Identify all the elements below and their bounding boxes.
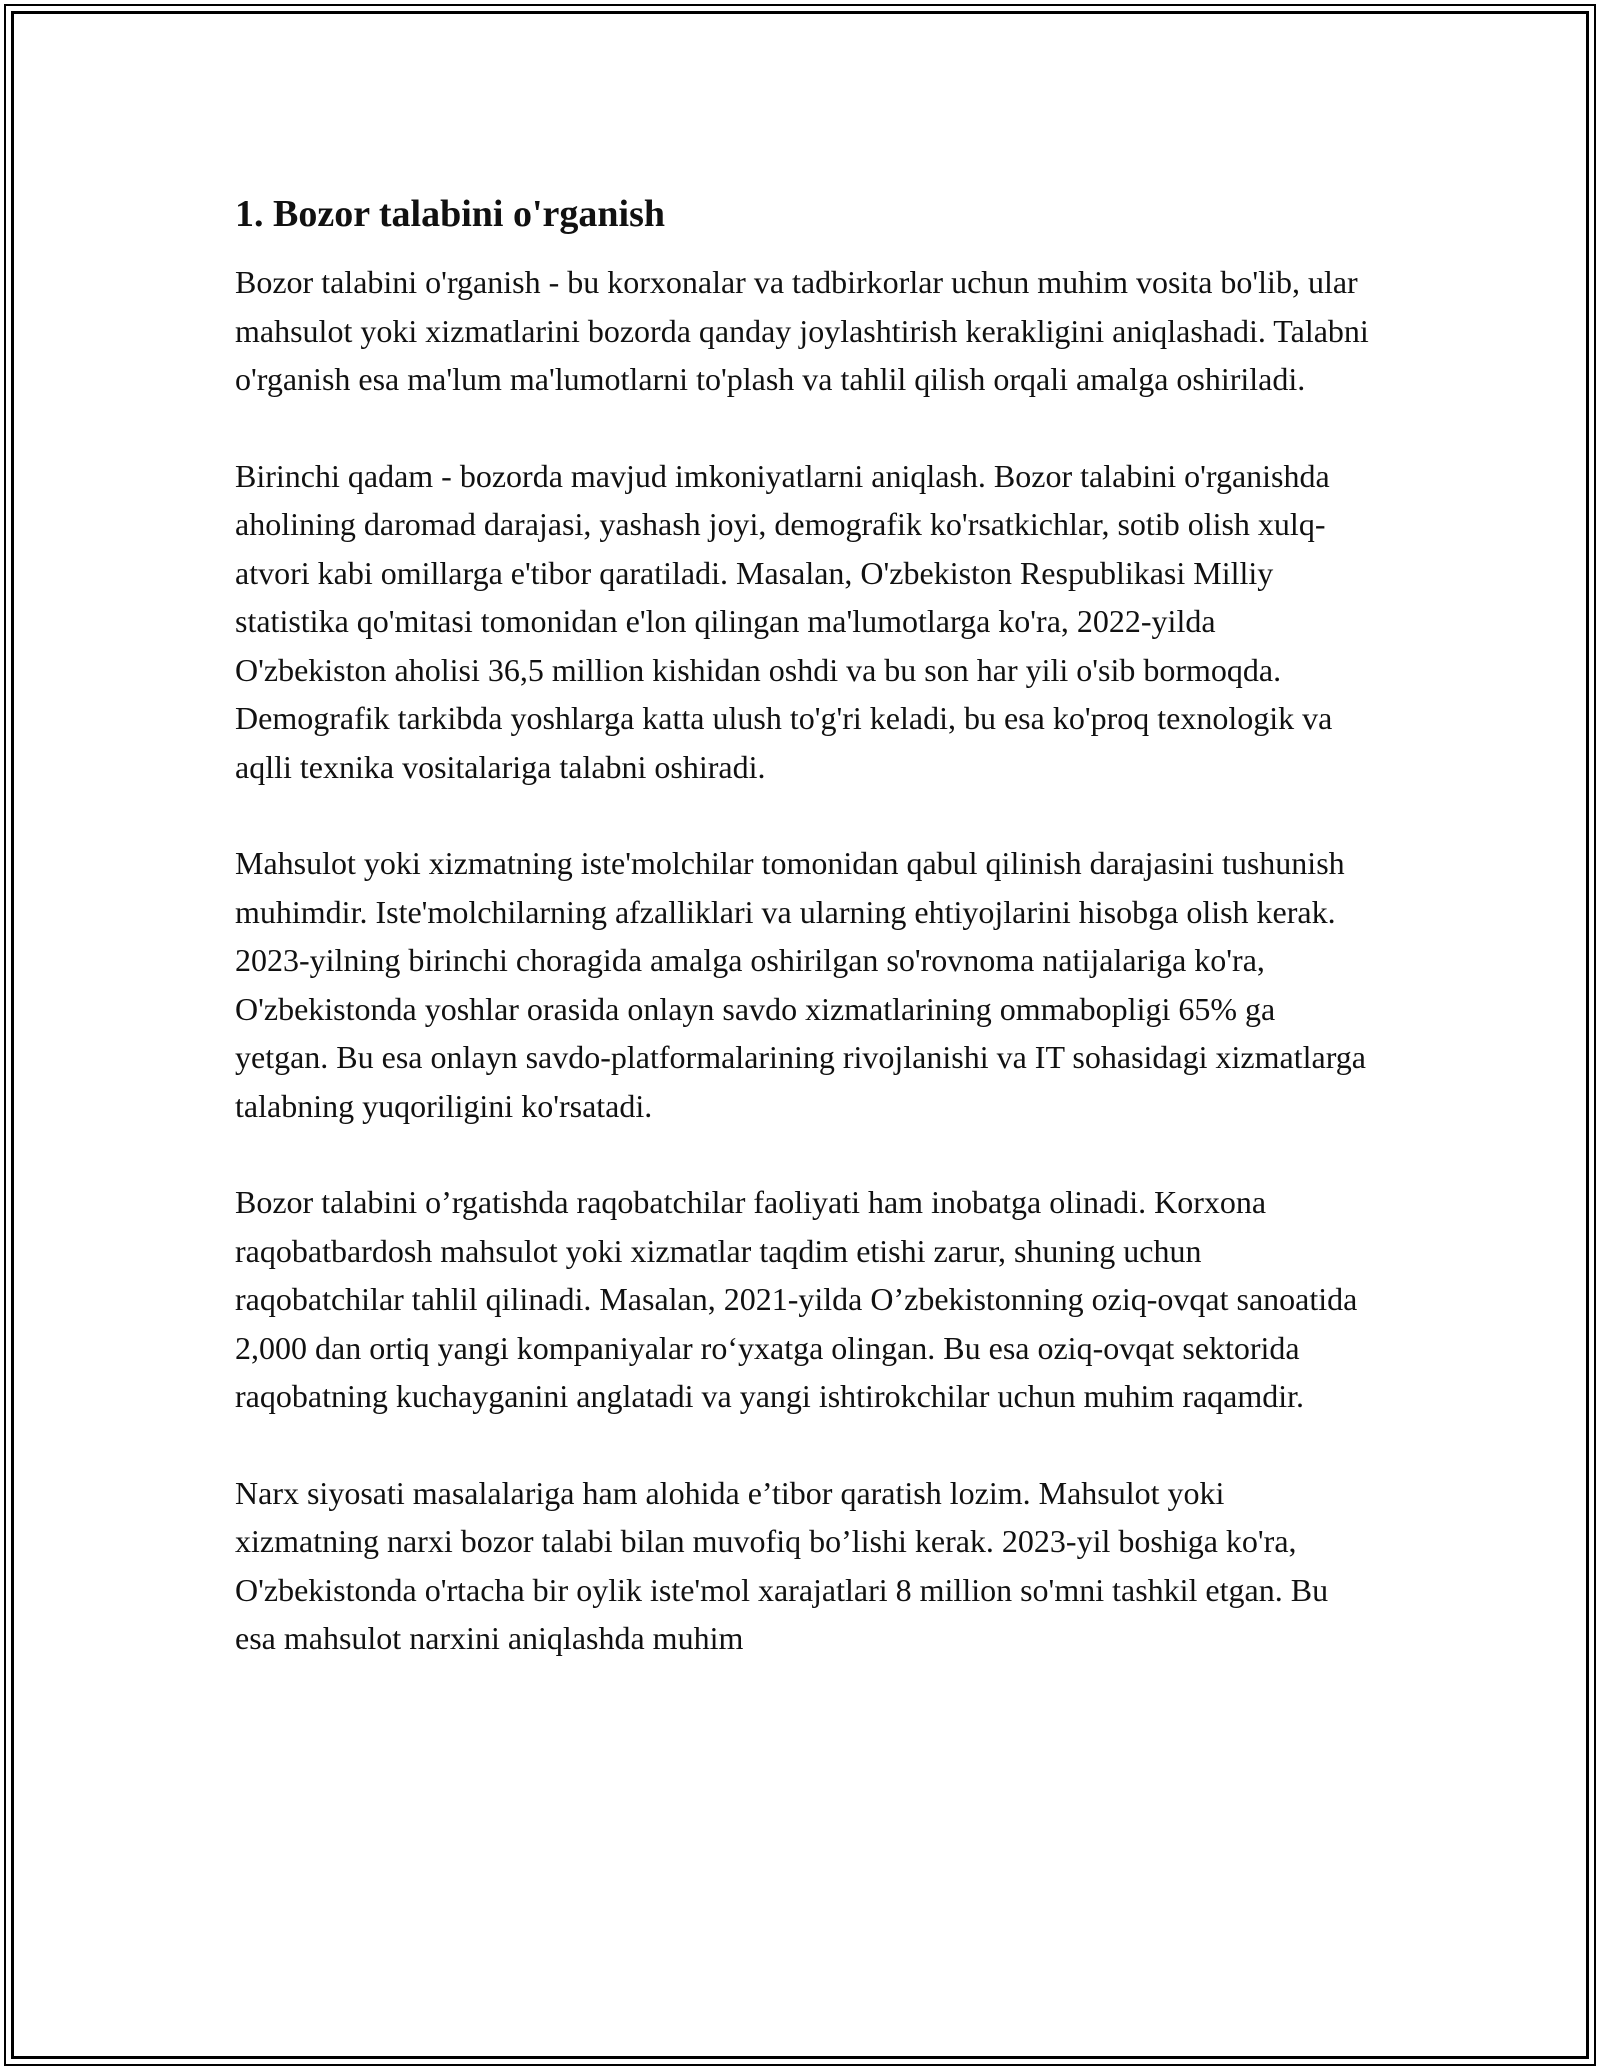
section-heading: 1. Bozor talabini o'rganish [235,193,666,235]
paragraph-competitors: Bozor talabini o’rgatishda raqobatchilar faoliyati ham inobatga olinadi. Korxona raqobatbardosh mahsulot yoki xizmatlar taqdim etishi zarur, shuning uchun raqobatchilar tahlil qilinadi. Masalan, 2021-yilda O’zbekistonning oziq-ovqat sanoatida 2,000 dan ortiq yangi kompaniyalar ro‘yxatga olingan. Bu esa oziq-ovqat sektorida raqobatning kuchayganini anglatadi va yangi ishtirokchilar uchun muhim raqamdir. [235,1184,1358,1414]
paragraph-pricing-policy: Narx siyosati masalalariga ham alohida e’tibor qaratish lozim. Mahsulot yoki xizmatning narxi bozor talabi bilan muvofiq bo’lishi kerak. 2023-yil boshiga ko'ra, O'zbekistonda o'rtacha bir oylik iste'mol xarajatlari 8 million so'mni tashkil etgan. Bu esa mahsulot narxini aniqlashda muhim [235,1474,1329,1656]
document-body [235,186,1375,1711]
paragraph-first-step: Birinchi qadam - bozorda mavjud imkoniyatlarni aniqlash. Bozor talabini o'rganishda aholining daromad darajasi, yashash joyi, demografik ko'rsatkichlar, sotib olish xulq-atvori kabi omillarga e'tibor qaratiladi. Masalan, O'zbekiston Respublikasi Milliy statistika qo'mitasi tomonidan e'lon qilingan ma'lumotlarga ko'ra, 2022-yilda O'zbekiston aholisi 36,5 million kishidan oshdi va bu son har yili o'sib bormoqda. Demografik tarkibda yoshlarga katta ulush to'g'ri keladi, bu esa ko'proq texnologik va aqlli texnika vositalariga talabni oshiradi. [235,457,1333,785]
paragraph-intro: Bozor talabini o'rganish - bu korxonalar va tadbirkorlar uchun muhim vosita bo'lib, ular mahsulot yoki xizmatlarini bozorda qanday joylashtirish kerakligini aniqlashadi. Talabni o'rganish esa ma'lum ma'lumotlarni to'plash va tahlil qilish orqali amalga oshiriladi. [235,264,1369,397]
paragraph-consumer-acceptance: Mahsulot yoki xizmatning iste'molchilar tomonidan qabul qilinish darajasini tushunish muhimdir. Iste'molchilarning afzalliklari va ularning ehtiyojlarini hisobga olish kerak. 2023-yilning birinchi choragida amalga oshirilgan so'rovnoma natijalariga ko'ra, O'zbekistonda yoshlar orasida onlayn savdo xizmatlarining ommabopligi 65% ga yetgan. Bu esa onlayn savdo-platformalarining rivojlanishi va IT sohasidagi xizmatlarga talabning yuqoriligini ko'rsatadi. [235,845,1366,1124]
